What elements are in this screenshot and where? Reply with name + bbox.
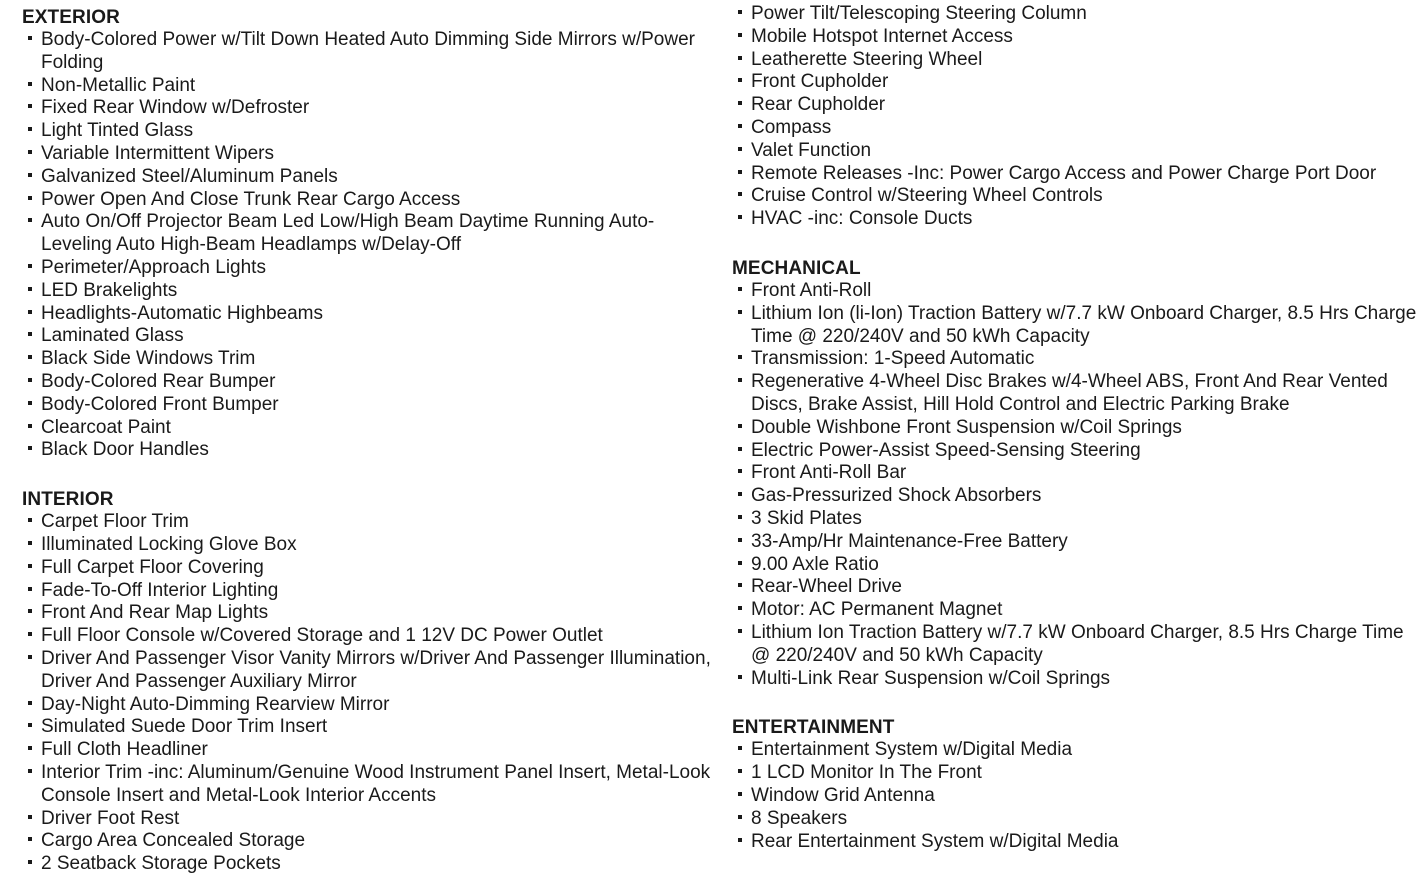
feature-item: Motor: AC Permanent Magnet bbox=[732, 599, 1424, 622]
feature-item: Gas-Pressurized Shock Absorbers bbox=[732, 485, 1424, 508]
feature-item: Cruise Control w/Steering Wheel Controls bbox=[732, 185, 1424, 208]
feature-item: Remote Releases -Inc: Power Cargo Access and Power Charge Port Door bbox=[732, 163, 1424, 186]
feature-item: Body-Colored Rear Bumper bbox=[22, 371, 712, 394]
feature-item: Rear-Wheel Drive bbox=[732, 576, 1424, 599]
feature-item: Body-Colored Front Bumper bbox=[22, 394, 712, 417]
feature-item: LED Brakelights bbox=[22, 280, 712, 303]
feature-item: 3 Skid Plates bbox=[732, 508, 1424, 531]
feature-item: Front Anti-Roll bbox=[732, 280, 1424, 303]
mechanical-section bbox=[732, 257, 1424, 690]
feature-item: Cargo Area Concealed Storage bbox=[22, 830, 712, 853]
interior-continued-section bbox=[732, 3, 1424, 231]
feature-item: Galvanized Steel/Aluminum Panels bbox=[22, 166, 712, 189]
right-column bbox=[732, 3, 1424, 853]
feature-item: 8 Speakers bbox=[732, 808, 1424, 831]
feature-item: Window Grid Antenna bbox=[732, 785, 1424, 808]
feature-item: Regenerative 4-Wheel Disc Brakes w/4-Wheel ABS, Front And Rear Vented Discs, Brake Assist, Hill Hold Control and Electric Parking Brake bbox=[732, 371, 1424, 417]
feature-item: Full Carpet Floor Covering bbox=[22, 557, 712, 580]
exterior-section bbox=[22, 6, 712, 462]
section-spacer bbox=[732, 231, 1424, 257]
entertainment-list bbox=[732, 739, 1424, 853]
entertainment-section bbox=[732, 716, 1424, 853]
feature-item: Day-Night Auto-Dimming Rearview Mirror bbox=[22, 694, 712, 717]
feature-item: Black Door Handles bbox=[22, 439, 712, 462]
feature-item: Light Tinted Glass bbox=[22, 120, 712, 143]
feature-item: Variable Intermittent Wipers bbox=[22, 143, 712, 166]
feature-item: Electric Power-Assist Speed-Sensing Steering bbox=[732, 440, 1424, 463]
feature-item: Headlights-Automatic Highbeams bbox=[22, 303, 712, 326]
feature-item: 2 Seatback Storage Pockets bbox=[22, 853, 712, 876]
feature-item: Interior Trim -inc: Aluminum/Genuine Wood Instrument Panel Insert, Metal-Look Console Insert and Metal-Look Interior Accents bbox=[22, 762, 712, 808]
feature-item: Leatherette Steering Wheel bbox=[732, 49, 1424, 72]
feature-item: Perimeter/Approach Lights bbox=[22, 257, 712, 280]
feature-item: Entertainment System w/Digital Media bbox=[732, 739, 1424, 762]
section-spacer bbox=[22, 462, 712, 488]
feature-item: Compass bbox=[732, 117, 1424, 140]
feature-item: Lithium Ion (li-Ion) Traction Battery w/7.7 kW Onboard Charger, 8.5 Hrs Charge Time @ 220/240V and 50 kWh Capacity bbox=[732, 303, 1424, 349]
interior-list bbox=[22, 511, 712, 876]
feature-item: Laminated Glass bbox=[22, 325, 712, 348]
feature-item: Front And Rear Map Lights bbox=[22, 602, 712, 625]
feature-item: Carpet Floor Trim bbox=[22, 511, 712, 534]
exterior-heading: EXTERIOR bbox=[22, 7, 120, 28]
feature-item: Multi-Link Rear Suspension w/Coil Springs bbox=[732, 668, 1424, 691]
feature-item: Lithium Ion Traction Battery w/7.7 kW Onboard Charger, 8.5 Hrs Charge Time @ 220/240V and 50 kWh Capacity bbox=[732, 622, 1424, 668]
feature-item: Non-Metallic Paint bbox=[22, 75, 712, 98]
feature-item: 33-Amp/Hr Maintenance-Free Battery bbox=[732, 531, 1424, 554]
interior-section bbox=[22, 488, 712, 876]
interior-heading: INTERIOR bbox=[22, 489, 114, 511]
feature-item: Mobile Hotspot Internet Access bbox=[732, 26, 1424, 49]
feature-item: Driver And Passenger Visor Vanity Mirrors w/Driver And Passenger Illumination, Driver And Passenger Auxiliary Mirror bbox=[22, 648, 712, 694]
entertainment-heading: ENTERTAINMENT bbox=[732, 717, 895, 739]
feature-item: Front Anti-Roll Bar bbox=[732, 462, 1424, 485]
feature-item: Full Floor Console w/Covered Storage and 1 12V DC Power Outlet bbox=[22, 625, 712, 648]
feature-item: Rear Entertainment System w/Digital Media bbox=[732, 831, 1424, 854]
section-spacer bbox=[732, 690, 1424, 716]
feature-item: Simulated Suede Door Trim Insert bbox=[22, 716, 712, 739]
feature-item: Body-Colored Power w/Tilt Down Heated Auto Dimming Side Mirrors w/Power Folding bbox=[22, 29, 712, 75]
feature-item: Rear Cupholder bbox=[732, 94, 1424, 117]
mechanical-heading: MECHANICAL bbox=[732, 257, 861, 279]
left-column bbox=[22, 6, 712, 876]
feature-item: Power Open And Close Trunk Rear Cargo Access bbox=[22, 189, 712, 212]
exterior-list bbox=[22, 29, 712, 462]
feature-item: Full Cloth Headliner bbox=[22, 739, 712, 762]
feature-item: Illuminated Locking Glove Box bbox=[22, 534, 712, 557]
feature-item: HVAC -inc: Console Ducts bbox=[732, 208, 1424, 231]
feature-item: Valet Function bbox=[732, 140, 1424, 163]
feature-item: Clearcoat Paint bbox=[22, 417, 712, 440]
feature-item: Fade-To-Off Interior Lighting bbox=[22, 580, 712, 603]
feature-item: Front Cupholder bbox=[732, 71, 1424, 94]
interior-continued-list bbox=[732, 3, 1424, 231]
feature-item: 9.00 Axle Ratio bbox=[732, 554, 1424, 577]
feature-item: 1 LCD Monitor In The Front bbox=[732, 762, 1424, 785]
feature-item: Double Wishbone Front Suspension w/Coil Springs bbox=[732, 417, 1424, 440]
feature-item: Fixed Rear Window w/Defroster bbox=[22, 97, 712, 120]
feature-item: Power Tilt/Telescoping Steering Column bbox=[732, 3, 1424, 26]
feature-item: Black Side Windows Trim bbox=[22, 348, 712, 371]
feature-item: Transmission: 1-Speed Automatic bbox=[732, 348, 1424, 371]
mechanical-list bbox=[732, 280, 1424, 690]
feature-item: Driver Foot Rest bbox=[22, 808, 712, 831]
feature-item: Auto On/Off Projector Beam Led Low/High Beam Daytime Running Auto-Leveling Auto High-Beam Headlamps w/Delay-Off bbox=[22, 211, 712, 257]
